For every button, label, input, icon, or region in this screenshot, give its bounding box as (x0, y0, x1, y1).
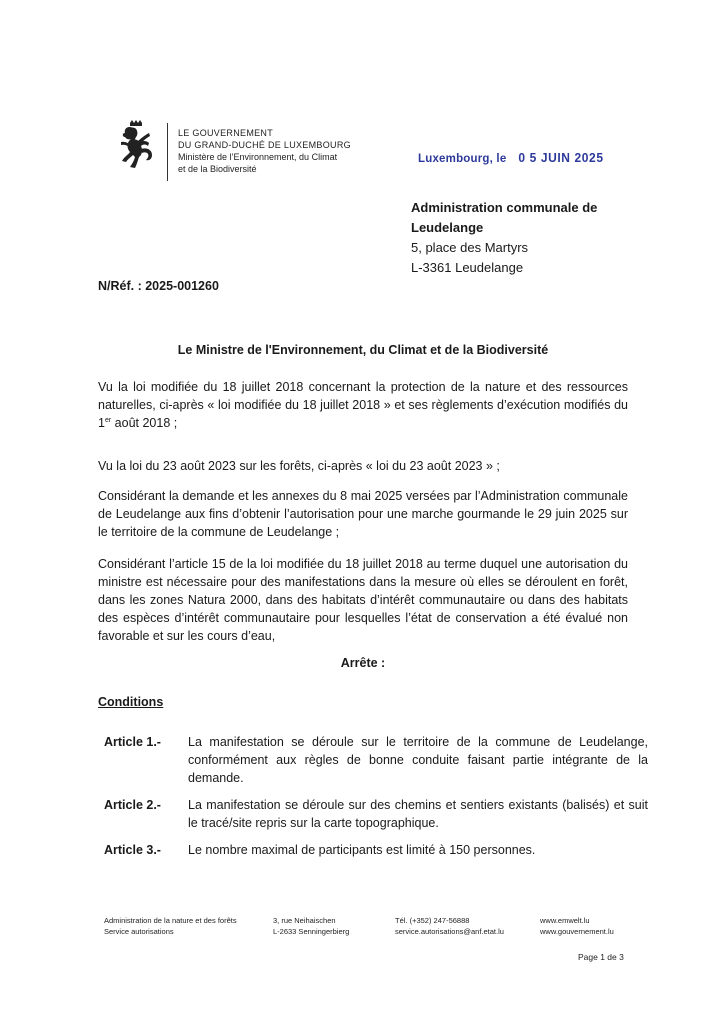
letterhead-line-1: LE GOUVERNEMENT (178, 128, 274, 138)
reference-number: N/Réf. : 2025-001260 (98, 279, 219, 293)
footer-org-line-2: Service autorisations (104, 927, 174, 936)
paragraph-1-superscript: er (104, 416, 112, 424)
paragraph-considerant-demande: Considérant la demande et les annexes du 8 mai 2025 versées par l’Administration communale de Leudelange aux fins d’obtenir l’autorisation pour une marche gourmande le 29 juin 2025 sur le territoire de la commune de Leudelange ; (98, 489, 628, 539)
letterhead-line-4: et de la Biodiversité (178, 164, 257, 174)
letterhead-divider (167, 123, 168, 181)
footer-contact (395, 915, 504, 937)
article-label: Article 3.- (104, 843, 161, 857)
recipient-city: L-3361 Leudelange (411, 260, 524, 275)
article-text: La manifestation se déroule sur des chemins et sentiers existants (balisés) et suit le tracé/site repris sur la carte topographique. (188, 798, 648, 830)
footer-email: service.autorisations@anf.etat.lu (395, 927, 504, 936)
recipient-name-line-2: Leudelange (411, 220, 484, 235)
article-label: Article 2.- (104, 798, 161, 812)
footer-address (273, 915, 349, 937)
recipient-name-line-1: Administration communale de (411, 200, 598, 215)
article-label: Article 1.- (104, 735, 161, 749)
recipient-address (411, 198, 597, 278)
footer-phone: Tél. (+352) 247-56888 (395, 916, 470, 925)
date-stamp-place: Luxembourg, le (418, 152, 507, 166)
page-number: Page 1 de 3 (578, 952, 624, 962)
footer-website-1: www.emwelt.lu (540, 916, 590, 925)
footer-organisation (104, 915, 237, 937)
footer-websites (540, 915, 614, 937)
paragraph-vu-loi-2018 (98, 378, 628, 432)
footer-address-line-1: 3, rue Neihaischen (273, 916, 336, 925)
letterhead-line-2: DU GRAND-DUCHÉ DE LUXEMBOURG (178, 140, 351, 150)
footer-website-2: www.gouvernement.lu (540, 927, 614, 936)
footer-address-line-2: L-2633 Senningerbierg (273, 927, 350, 936)
paragraph-1-text: Vu la loi modifiée du 18 juillet 2018 concernant la protection de la nature et des ressources naturelles, ci-après « loi modifiée du 18 juillet 2018 » et ses règlements d’exécution modifiés du 1 (98, 380, 628, 430)
paragraph-1-end: août 2018 ; (111, 416, 178, 430)
arrete-heading: Arrête : (340, 656, 386, 670)
article-3 (104, 841, 648, 859)
article-text: Le nombre maximal de participants est limité à 150 personnes. (188, 843, 536, 857)
footer-org-line-1: Administration de la nature et des forêts (104, 916, 237, 925)
recipient-street: 5, place des Martyrs (411, 240, 529, 255)
letterhead-line-3: Ministère de l’Environnement, du Climat (178, 152, 338, 162)
article-2 (104, 796, 648, 832)
letterhead-text (178, 127, 351, 175)
article-text: La manifestation se déroule sur le territoire de la commune de Leudelange, conformément aux règles de bonne conduite faisant partie intégrante de la demande. (188, 735, 648, 785)
paragraph-considerant-article: Considérant l’article 15 de la loi modifiée du 18 juillet 2018 au terme duquel une autorisation du ministre est nécessaire pour des manifestations dans la mesure où elles se déroulent en forêt, dans les zones Natura 2000, dans des habitats d’intérêt communautaire ou dans des habitats des espèces d’intérêt communautaire pour lesquelles l’état de conservation a été évalué non favorable et sur les cours d’eau, (98, 557, 628, 643)
date-stamp (418, 151, 604, 166)
paragraph-vu-loi-2023: Vu la loi du 23 août 2023 sur les forêts, ci-après « loi du 23 août 2023 » ; (98, 459, 500, 473)
document-heading: Le Ministre de l'Environnement, du Climat et de la Biodiversité (177, 343, 549, 357)
article-1 (104, 733, 648, 787)
date-stamp-date: 0 5 JUIN 2025 (518, 150, 604, 166)
conditions-heading: Conditions (98, 695, 164, 709)
luxembourg-lion-logo-icon (116, 119, 158, 171)
